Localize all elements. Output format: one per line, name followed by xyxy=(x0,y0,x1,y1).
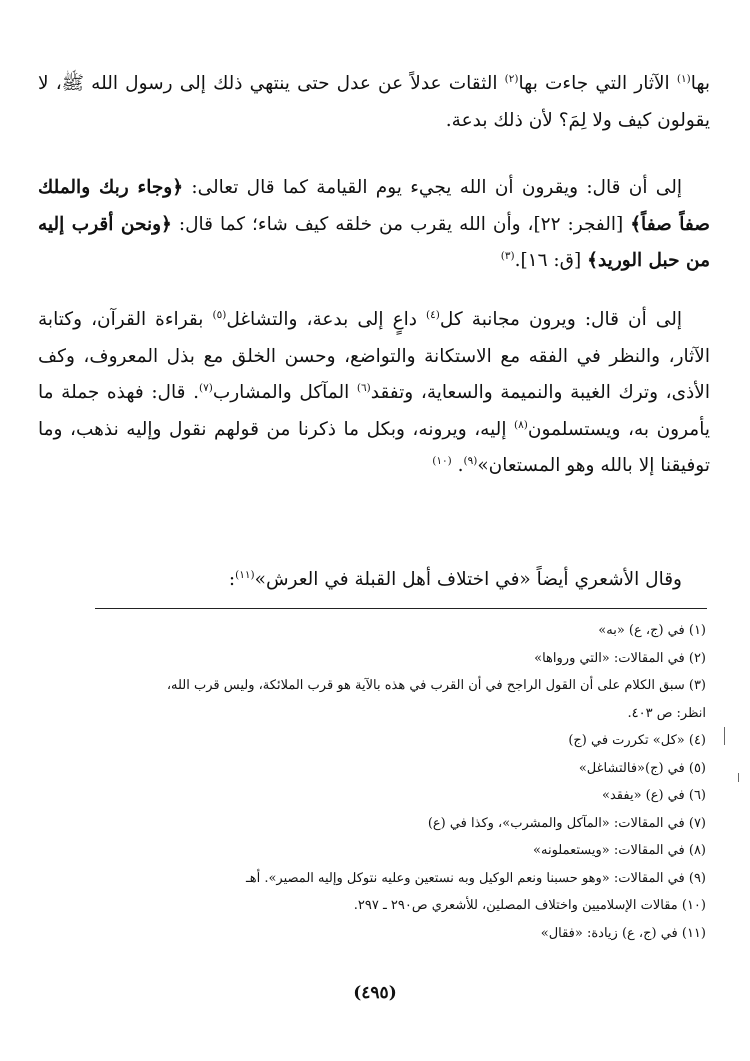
footnote-text: (٤) «كل» تكررت في (ج) xyxy=(568,733,706,748)
text-run: الآثار التي جاءت بها xyxy=(518,73,677,94)
footnote-ref-6: (٦) xyxy=(356,381,371,394)
footnote-ref-11: (١١) xyxy=(235,568,255,581)
footnote-text: (٦) في (ع) «يفقد» xyxy=(602,788,706,803)
footnote-7 xyxy=(36,810,706,838)
footnote-ref-5: (٥) xyxy=(212,308,227,321)
footnote-3-continuation xyxy=(36,700,706,728)
footnotes-list xyxy=(36,617,706,947)
footnote-ref-7: (٧) xyxy=(198,381,213,394)
footnote-5 xyxy=(36,755,706,783)
footnote-3 xyxy=(36,672,706,700)
text-run: الثقات عدلاً عن عدل حتى ينتهي ذلك إلى رسول الله ﷺ، لا يقولون كيف ولا لِمَ؟ لأن ذلك بدعة. xyxy=(38,73,710,131)
footnote-ref-2: (٢) xyxy=(504,72,519,85)
paragraph-3 xyxy=(38,302,710,485)
text-run: . xyxy=(451,455,464,476)
margin-mark xyxy=(738,773,739,782)
quran-verse: ﴿وجاء ربك والملك صفاً صفاً﴾ xyxy=(38,177,710,235)
footnote-ref-4: (٤) xyxy=(426,308,440,321)
footnote-text: (٩) في المقالات: «وهو حسبنا ونعم الوكيل وبه نستعين وعليه نتوكل وإليه المصير». أهـ xyxy=(245,870,706,886)
text-run: بقراءة القرآن، وكتابة الآثار، والنظر في الفقه مع الاستكانة والتواضع، وحسن الخلق مع بذل المعروف، وكف الأذى، وترك الغيبة والنميمة والسعاية، وتفقد xyxy=(38,309,710,403)
footnote-ref-3: (٣) xyxy=(500,249,515,262)
footnote-1 xyxy=(36,617,706,645)
text-run: بها xyxy=(690,73,711,94)
footnote-text: (١٠) مقالات الإسلاميين واختلاف المصلين، للأشعري ص٢٩٠ ـ ٢٩٧. xyxy=(353,898,706,913)
paragraph-2 xyxy=(38,170,710,280)
footnote-text: (١) في (ج، ع) «به» xyxy=(598,623,706,638)
footnote-9 xyxy=(36,865,706,893)
text-run: [الفجر: ٢٢]، وأن الله يقرب من خلقه كيف شاء؛ كما قال: xyxy=(171,213,631,235)
footnote-4 xyxy=(36,727,706,755)
text-run: وقال الأشعري أيضاً «في اختلاف أهل القبلة في العرش» xyxy=(254,569,682,590)
footnote-8 xyxy=(36,837,706,865)
footnote-ref-8: (٨) xyxy=(514,418,528,431)
paragraph-4 xyxy=(38,562,710,599)
text-run: . قال: فهذه جملة ما يأمرون به، ويستسلمون xyxy=(38,382,711,440)
footnote-2 xyxy=(36,645,706,673)
text-run: إلى أن قال: ويقرون أن الله يجيء يوم القيامة كما قال تعالى: xyxy=(183,177,682,198)
text-run: [ق: ١٦]. xyxy=(514,250,588,271)
footnote-text: (٧) في المقالات: «المآكل والمشرب»، وكذا في (ع) xyxy=(427,815,706,831)
footnote-text: (٣) سبق الكلام على أن القول الراجح في أن القرب في هذه بالآية هو قرب الملائكة، وليس قرب الله، xyxy=(166,678,706,693)
footnote-ref-9: (٩) xyxy=(463,454,478,467)
footnote-text: (١١) في (ج، ع) زيادة: «فقال» xyxy=(540,925,706,941)
text-run: المآكل والمشارب xyxy=(212,382,357,403)
footnote-11 xyxy=(36,920,706,948)
footnote-10 xyxy=(36,892,706,920)
footnote-ref-10: (١٠) xyxy=(432,454,452,467)
paragraph-1 xyxy=(38,66,710,139)
text-run: : xyxy=(228,569,236,590)
footnote-ref-1: (١) xyxy=(676,72,691,85)
footnote-divider xyxy=(95,608,707,609)
footnote-text: (٢) في المقالات: «التي ورواها» xyxy=(534,650,706,666)
footnote-text: انظر: ص ٤٠٣. xyxy=(627,705,706,721)
footnote-text: (٨) في المقالات: «ويستعملونه» xyxy=(533,843,706,858)
text-run: إلى أن قال: ويرون مجانبة كل xyxy=(439,309,682,330)
footnote-text: (٥) في (ج)«فالتشاغل» xyxy=(578,760,706,776)
text-run: إليه، ويرونه، وبكل ما ذكرنا من قولهم نقول وإليه نذهب، وما توفيقنا إلا بالله وهو المستعان» xyxy=(38,418,710,476)
footnote-6 xyxy=(36,782,706,810)
text-run: داعٍ إلى بدعة، والتشاغل xyxy=(226,309,427,330)
page-number: (٤٩٥) xyxy=(353,983,397,1003)
margin-mark xyxy=(724,727,725,745)
quran-verse: ﴿ونحن أقرب إليه من حبل الوريد﴾ xyxy=(38,213,710,271)
